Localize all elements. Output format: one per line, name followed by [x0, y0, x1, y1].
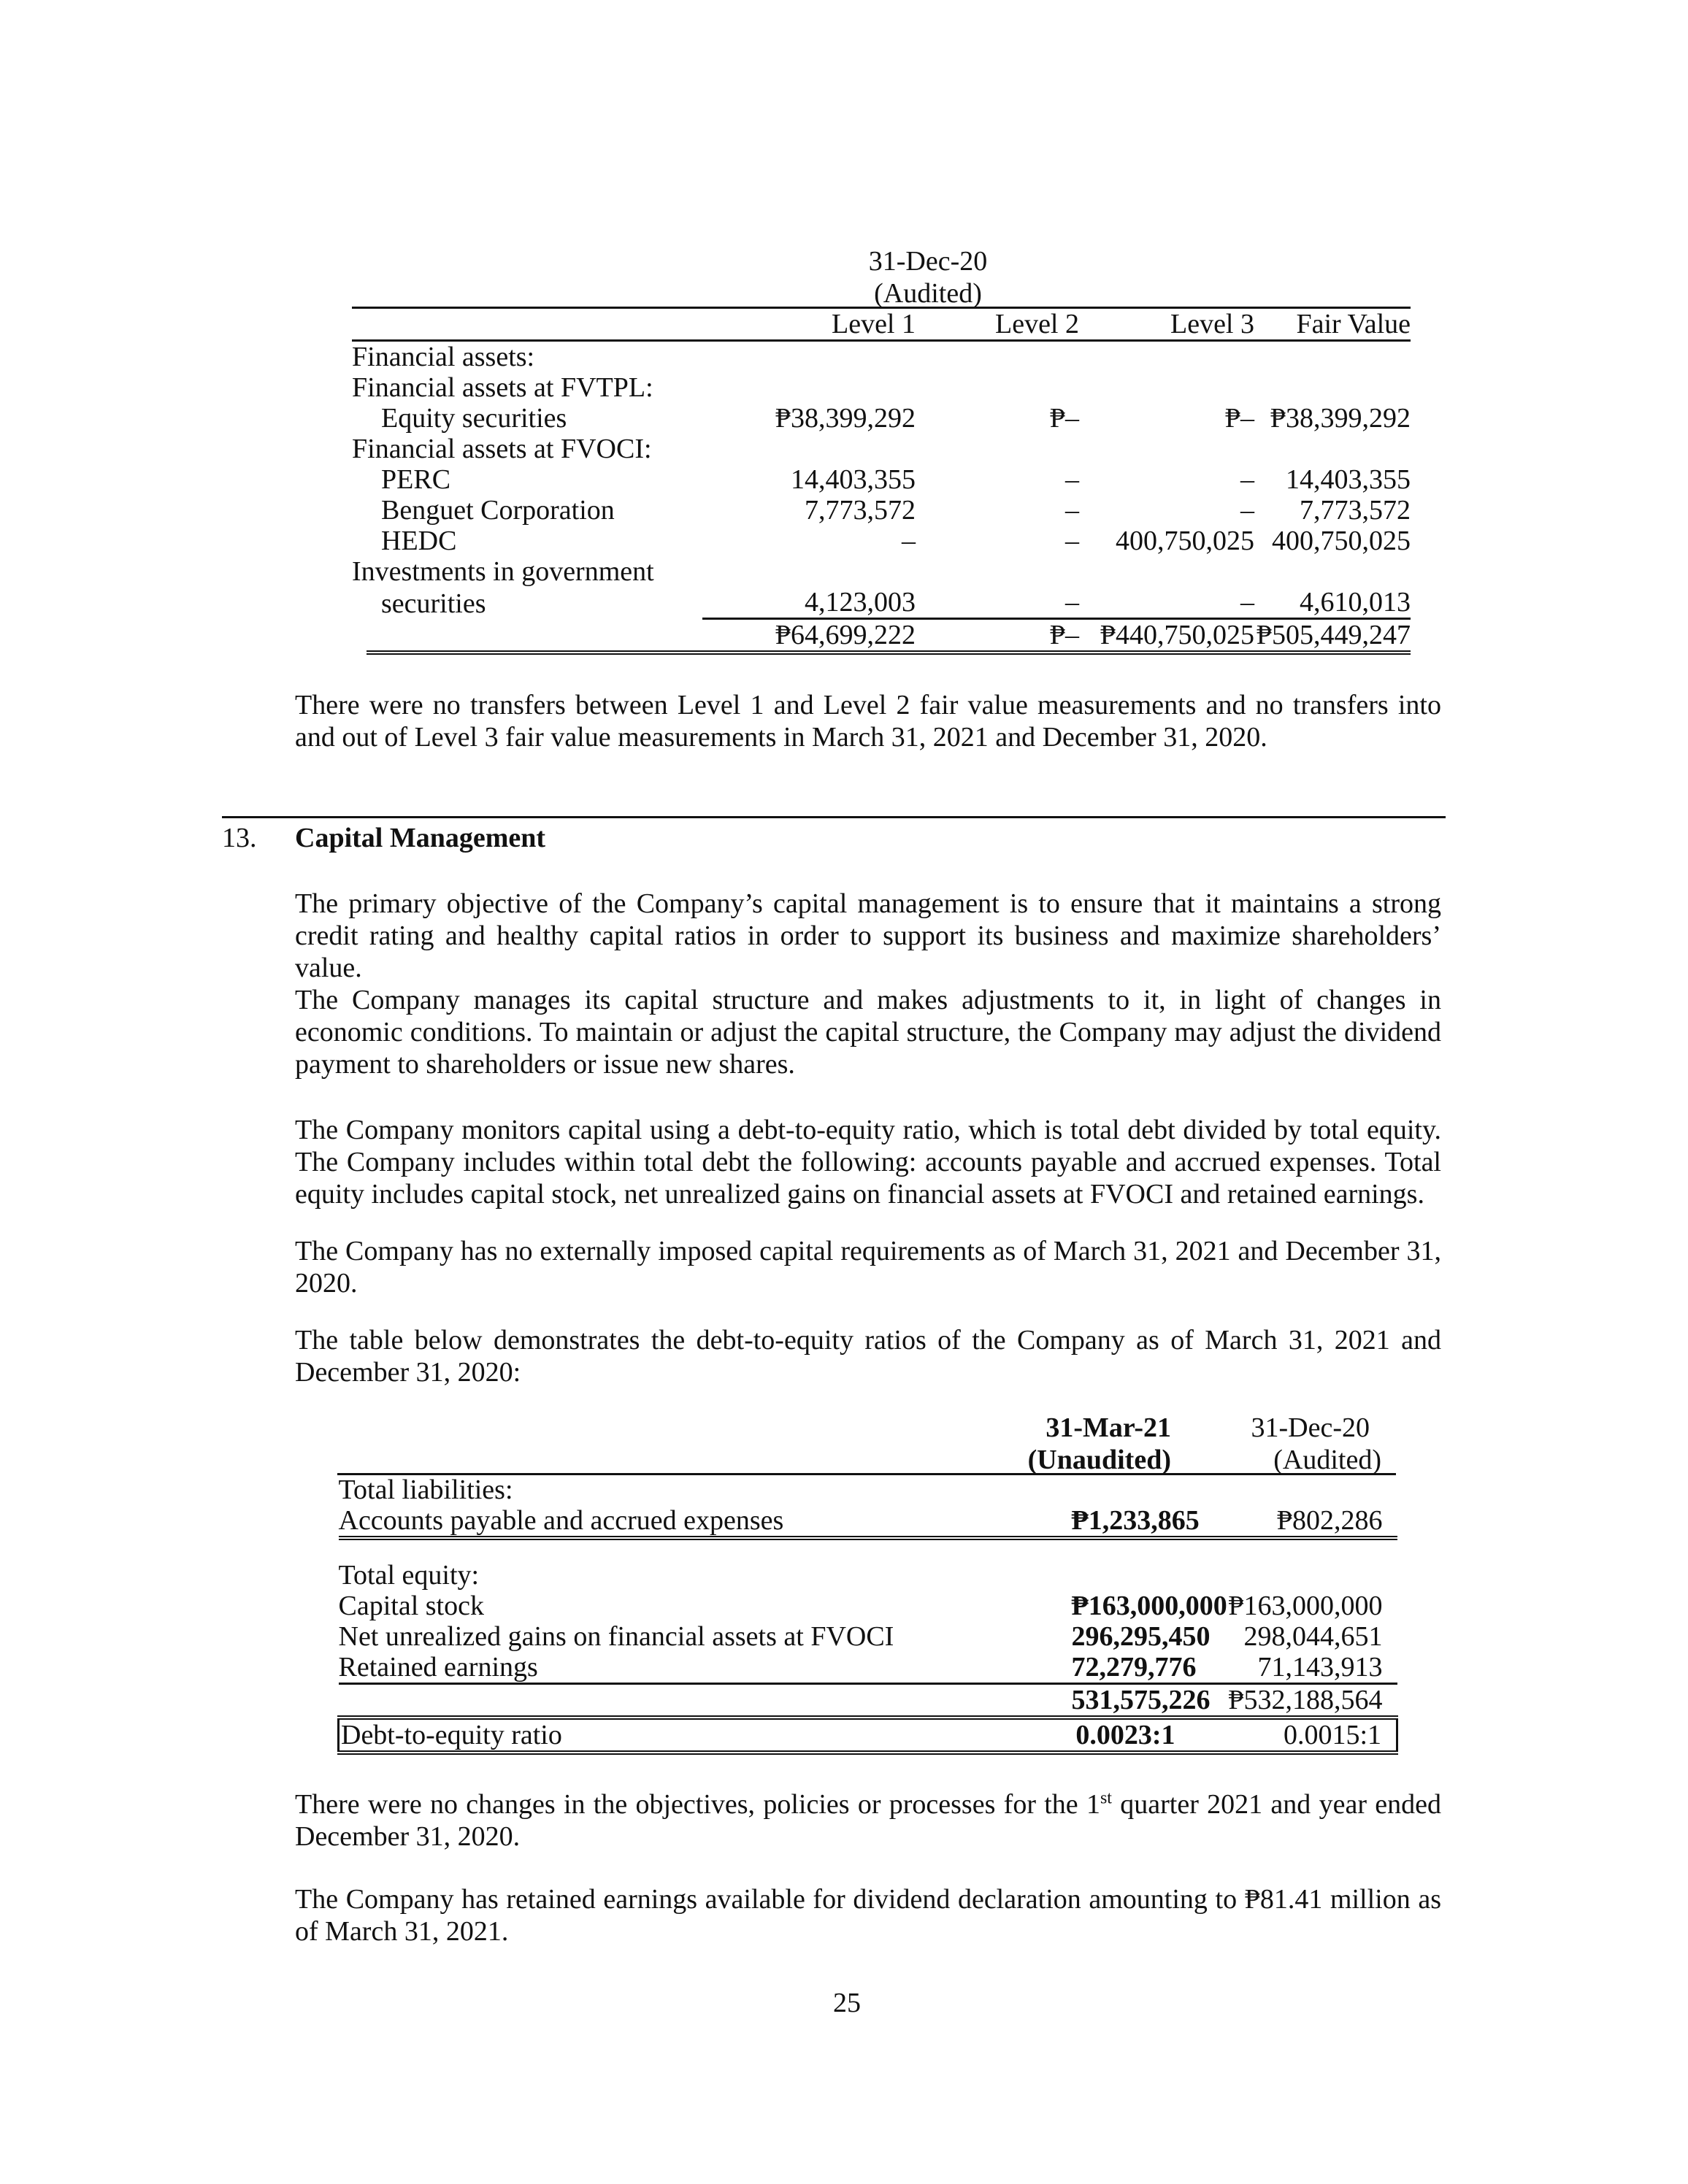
fv-row-label: securities [381, 588, 486, 619]
fv-col-level1: Level 1 [702, 308, 916, 341]
fv-cell: 4,610,013 [1254, 587, 1411, 619]
paragraph: The Company has no externally imposed capital requirements as of March 31, 2021 and December 31, 2020. [295, 1236, 1441, 1299]
fv-row-label: Financial assets: [352, 342, 535, 372]
fv-cell: – [1065, 495, 1079, 526]
fv-cell: 4,123,003 [702, 587, 916, 619]
table-row [352, 556, 1411, 587]
de-ratio-cell: 0.0015:1 [1175, 1718, 1397, 1753]
de-cell: 72,279,776 [1071, 1652, 1197, 1683]
fv-col-level2: Level 2 [916, 308, 1079, 341]
table-row [352, 434, 1411, 464]
fv-cell: – [1065, 526, 1079, 556]
de-equity-heading: Total equity: [338, 1560, 480, 1591]
fair-value-table [337, 307, 1411, 655]
de-row-label: Retained earnings [339, 1652, 1072, 1684]
section-number: 13. [222, 823, 257, 853]
fv-row-label: Investments in government [352, 556, 654, 587]
fv-total-row [352, 619, 1411, 653]
debt-equity-table [337, 1474, 1398, 1755]
de-cell: ₱1,233,865 [1072, 1505, 1175, 1538]
de-row-label: Accounts payable and accrued expenses [339, 1505, 1072, 1538]
fv-row-label: Equity securities [381, 403, 567, 434]
de-cell: ₱802,286 [1175, 1505, 1397, 1538]
fv-cell: ₱– [1049, 403, 1079, 434]
table-row [339, 1474, 1397, 1505]
de-equity-total-row [339, 1684, 1397, 1718]
fv-total-cell: ₱64,699,222 [702, 619, 916, 653]
table-row [352, 587, 1411, 619]
fv-cell: 14,403,355 [1286, 464, 1411, 495]
fv-cell: ₱38,399,292 [775, 403, 916, 434]
paragraph: The Company manages its capital structure and makes adjustments to it, in light of changes in economic conditions. To maintain or adjust the capital structure, the Company may adjust the dividend payment to shareholders or issue new shares. [295, 985, 1441, 1080]
fv-cell: – [902, 526, 916, 556]
fv-header-row [352, 308, 1411, 341]
table-row [352, 403, 1411, 434]
de-ratio-label: Debt-to-equity ratio [339, 1718, 1072, 1753]
closing-text: quarter 2021 and year ended December 31, 2020. [295, 1789, 1441, 1852]
paragraph: The Company monitors capital using a debt-to-equity ratio, which is total debt divided by total equity. The Company includes within total debt the following: accounts payable and accrued expenses. Total equity includes capital stock, net unrealized gains on financial assets at FVOCI and retained earnings. [295, 1115, 1441, 1210]
de-col2-note: (Audited) [1273, 1445, 1381, 1475]
de-cell: 296,295,450 [1071, 1621, 1211, 1652]
table-row [352, 495, 1411, 526]
table-row [339, 1621, 1397, 1652]
paragraph: The table below demonstrates the debt-to-equity ratios of the Company as of March 31, 2021 and December 31, 2020: [295, 1325, 1441, 1388]
de-cell: 298,044,651 [1243, 1621, 1383, 1652]
table-row [339, 1505, 1397, 1538]
table-row [339, 1591, 1397, 1621]
fv-cell: – [1240, 464, 1254, 495]
fv-col-fair-value: Fair Value [1254, 308, 1411, 341]
fv-cell: ₱38,399,292 [1270, 403, 1411, 434]
fv-row-label: Benguet Corporation [381, 495, 615, 526]
de-total-cell: 531,575,226 [1072, 1684, 1175, 1718]
fv-col-level3: Level 3 [1079, 308, 1254, 341]
fv-cell: 7,773,572 [805, 495, 916, 526]
fv-row-label: PERC [381, 464, 451, 495]
closing-text: There were no changes in the objectives, policies or processes for the 1 [295, 1789, 1100, 1820]
fv-cell: – [1240, 495, 1254, 526]
fv-cell: – [1079, 587, 1254, 619]
fv-total-cell: ₱505,449,247 [1254, 619, 1411, 653]
fv-total-cell: ₱440,750,025 [1079, 619, 1254, 653]
de-cell: ₱163,000,000 [1228, 1591, 1383, 1621]
fv-row-label: HEDC [381, 526, 457, 556]
table-row [352, 341, 1411, 373]
de-ratio-cell: 0.0023:1 [1072, 1718, 1175, 1753]
paragraph: The primary objective of the Company’s capital management is to ensure that it maintains a strong credit rating and healthy capital ratios in order to support its business and maximize shareholders’ value. [295, 888, 1441, 983]
de-col2-date: 31-Dec-20 [1251, 1412, 1370, 1443]
ordinal-suffix: st [1100, 1788, 1112, 1808]
de-col1-date: 31-Mar-21 [1046, 1412, 1171, 1443]
de-liabilities-heading: Total liabilities: [338, 1474, 513, 1505]
table-row [352, 464, 1411, 495]
table-row [352, 526, 1411, 556]
fv-row-label: Financial assets at FVOCI: [352, 434, 652, 464]
de-total-cell: ₱532,188,564 [1175, 1684, 1397, 1718]
section-title: Capital Management [295, 823, 546, 853]
fv-cell: 14,403,355 [791, 464, 916, 495]
fv-cell: ₱– [1224, 403, 1254, 434]
closing-paragraph-2: The Company has retained earnings available for dividend declaration amounting to ₱81.41 million as of March 31, 2021. [295, 1884, 1441, 1947]
section-divider [222, 816, 1446, 818]
fv-cell: – [916, 587, 1079, 619]
de-row-label: Net unrealized gains on financial assets at FVOCI [338, 1621, 894, 1652]
fv-cell: – [1065, 464, 1079, 495]
de-cell: 71,143,913 [1175, 1652, 1397, 1684]
transfer-note: There were no transfers between Level 1 and Level 2 fair value measurements and no transfers into and out of Level 3 fair value measurements in March 31, 2021 and December 31, 2020. [295, 690, 1441, 753]
table-row [339, 1560, 1397, 1591]
table-row [352, 372, 1411, 403]
de-col1-note: (Unaudited) [1027, 1445, 1171, 1475]
de-ratio-row [339, 1718, 1397, 1753]
page-number: 25 [833, 1988, 861, 2018]
fv-cell: 7,773,572 [1300, 495, 1411, 526]
fv-row-label: Financial assets at FVTPL: [352, 372, 653, 403]
fv-cell: 400,750,025 [1272, 526, 1411, 556]
fv-header-note: (Audited) [874, 278, 982, 309]
fv-header-date: 31-Dec-20 [868, 246, 988, 277]
fv-cell: 400,750,025 [1116, 526, 1254, 556]
table-row [339, 1652, 1397, 1684]
closing-paragraph-1 [295, 1788, 1441, 1853]
de-cell: ₱163,000,000 [1071, 1591, 1227, 1621]
fv-total-cell: ₱– [916, 619, 1079, 653]
de-row-label: Capital stock [338, 1591, 484, 1621]
